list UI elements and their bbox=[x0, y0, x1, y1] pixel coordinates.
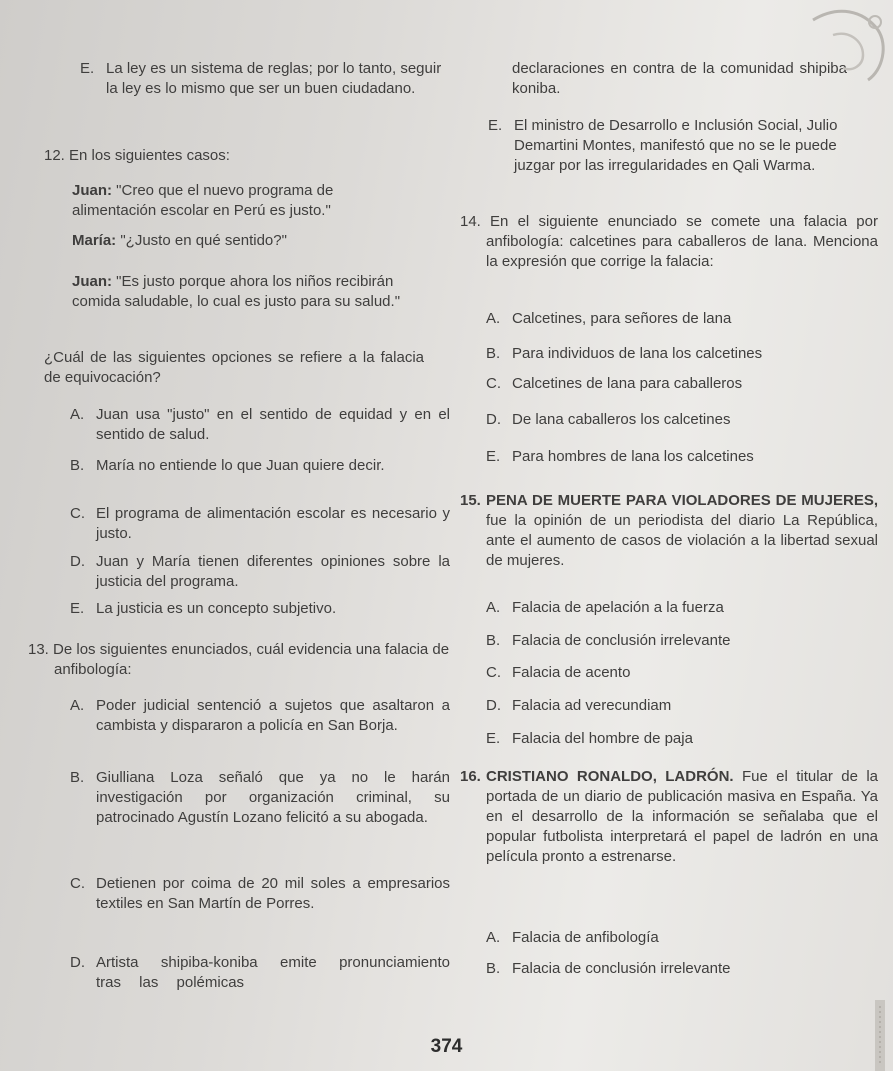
q12-title: 12. En los siguientes casos: bbox=[44, 147, 230, 164]
option-letter: C. bbox=[70, 505, 85, 522]
option-text: Falacia de acento bbox=[512, 664, 631, 681]
option-text: Para hombres de lana los calcetines bbox=[512, 448, 754, 465]
q15-stem bbox=[460, 491, 878, 571]
option-text: Juan usa "justo" en el sentido de equidad y en el sentido de salud. bbox=[96, 406, 450, 443]
q12-juan-line-2 bbox=[72, 272, 412, 312]
option-letter: B. bbox=[486, 345, 501, 362]
speaker-label: Juan: bbox=[72, 182, 113, 199]
q14-option-a bbox=[486, 309, 878, 329]
q13-option-b bbox=[70, 768, 450, 828]
q16-option-a bbox=[486, 928, 878, 948]
dialogue-text: "¿Justo en qué sentido?" bbox=[116, 232, 287, 249]
q16-option-b bbox=[486, 959, 878, 979]
speaker-label: Juan: bbox=[72, 273, 113, 290]
headline-text: PENA DE MUERTE PARA VIOLADORES DE MUJERES, bbox=[486, 492, 878, 509]
dialogue-text: "Es justo porque ahora los niños recibirán comida saludable, lo cual es justo para su salud." bbox=[72, 273, 401, 310]
headline-text: CRISTIANO RONALDO, LADRÓN. bbox=[486, 768, 734, 785]
option-text: Falacia de conclusión irrelevante bbox=[512, 632, 731, 649]
option-letter: A. bbox=[486, 929, 501, 946]
option-letter: A. bbox=[486, 310, 501, 327]
dialogue-text: "Creo que el nuevo programa de alimentación escolar en Perú es justo." bbox=[72, 182, 334, 219]
option-letter: E. bbox=[486, 448, 501, 465]
q12-option-e bbox=[70, 599, 450, 619]
option-text: El programa de alimentación escolar es necesario y justo. bbox=[96, 505, 450, 542]
q13-option-e bbox=[488, 116, 878, 176]
option-letter: A. bbox=[486, 599, 501, 616]
q13-option-d-continuation: declaraciones en contra de la comunidad shipiba-koniba. bbox=[512, 60, 852, 97]
q12-juan-line-1 bbox=[72, 181, 402, 221]
option-text: Calcetines, para señores de lana bbox=[512, 310, 732, 327]
q15-option-b bbox=[486, 631, 878, 651]
option-letter: B. bbox=[70, 769, 85, 786]
option-letter: A. bbox=[70, 697, 85, 714]
option-letter: E. bbox=[80, 60, 95, 77]
option-text: Juan y María tienen diferentes opiniones sobre la justicia del programa. bbox=[96, 553, 450, 590]
option-text: Detienen por coima de 20 mil soles a empresarios textiles en San Martín de Porres. bbox=[96, 875, 450, 912]
q12-option-a bbox=[70, 405, 450, 445]
question-text: Fue el titular de la portada de un diario de publicación masiva en España. Ya en el desarrollo de la información se señalaba que el popular futbolista interpretará el papel de ladrón en una película pronto a estrenarse. bbox=[486, 768, 878, 865]
q14-option-e bbox=[486, 447, 878, 467]
binding-edge bbox=[829, 1000, 889, 1071]
q15-option-c bbox=[486, 663, 878, 683]
q12-option-d bbox=[70, 552, 450, 592]
q11-option-e bbox=[80, 59, 450, 99]
q14-option-d bbox=[486, 410, 878, 430]
option-letter: B. bbox=[70, 457, 85, 474]
option-text: Falacia del hombre de paja bbox=[512, 730, 693, 747]
option-text: La justicia es un concepto subjetivo. bbox=[96, 600, 337, 617]
question-text: fue la opinión de un periodista del diario La República, ante el aumento de casos de violación a la libertad sexual de mujeres. bbox=[486, 512, 878, 569]
question-number: 15. bbox=[460, 492, 481, 509]
q12-option-b bbox=[70, 456, 450, 476]
option-text: Giulliana Loza señaló que ya no le harán investigación por organización criminal, su patrocinado Agustín Lozano felicitó a su abogada. bbox=[96, 769, 450, 826]
option-text: María no entiende lo que Juan quiere decir. bbox=[96, 457, 385, 474]
option-letter: E. bbox=[486, 730, 501, 747]
question-number: 16. bbox=[460, 768, 481, 785]
option-text: El ministro de Desarrollo e Inclusión Social, Julio Demartini Montes, manifestó que no se le puede juzgar por las irregularidades en Qali Warma. bbox=[514, 117, 838, 174]
q14-option-b bbox=[486, 344, 878, 364]
option-text: Falacia ad verecundiam bbox=[512, 697, 672, 714]
q12-question: ¿Cuál de las siguientes opciones se refiere a la falacia de equivocación? bbox=[44, 349, 424, 386]
option-letter: B. bbox=[486, 960, 501, 977]
question-text: 13. De los siguientes enunciados, cuál evidencia una falacia de anfibología: bbox=[28, 641, 450, 678]
option-text: Falacia de conclusión irrelevante bbox=[512, 960, 731, 977]
q15-option-a bbox=[486, 598, 878, 618]
option-text: La ley es un sistema de reglas; por lo tanto, seguir la ley es lo mismo que ser un buen ciudadano. bbox=[106, 60, 442, 97]
option-letter: D. bbox=[486, 411, 501, 428]
q12-maria-line bbox=[72, 231, 412, 251]
q12-option-c bbox=[70, 504, 450, 544]
q13-option-d bbox=[70, 953, 450, 993]
option-letter: B. bbox=[486, 632, 501, 649]
q13-option-c bbox=[70, 874, 450, 914]
option-letter: E. bbox=[70, 600, 85, 617]
option-text: Para individuos de lana los calcetines bbox=[512, 345, 763, 362]
option-letter: C. bbox=[486, 375, 501, 392]
option-letter: C. bbox=[70, 875, 85, 892]
corner-ornament-icon bbox=[783, 0, 893, 110]
option-text: Poder judicial sentenció a sujetos que asaltaron a cambista y dispararon a policía en San Borja. bbox=[96, 697, 450, 734]
speaker-label: María: bbox=[72, 232, 117, 249]
q13-title bbox=[28, 640, 450, 680]
q13-option-a bbox=[70, 696, 450, 736]
option-letter: A. bbox=[70, 406, 85, 423]
option-text: Falacia de anfibología bbox=[512, 929, 659, 946]
option-letter: D. bbox=[486, 697, 501, 714]
q14-title bbox=[460, 212, 878, 272]
option-letter: E. bbox=[488, 117, 503, 134]
q14-option-c bbox=[486, 374, 878, 394]
q15-option-e bbox=[486, 729, 878, 749]
option-text: Falacia de apelación a la fuerza bbox=[512, 599, 724, 616]
option-text: De lana caballeros los calcetines bbox=[512, 411, 731, 428]
q15-option-d bbox=[486, 696, 878, 716]
option-letter: D. bbox=[70, 954, 85, 971]
option-letter: D. bbox=[70, 553, 85, 570]
option-text: Calcetines de lana para caballeros bbox=[512, 375, 743, 392]
q16-stem bbox=[460, 767, 878, 867]
option-letter: C. bbox=[486, 664, 501, 681]
option-text: Artista shipiba-koniba emite pronunciamiento tras las polémicas bbox=[96, 954, 450, 991]
question-text: 14. En el siguiente enunciado se comete una falacia por anfibología: calcetines para caballeros de lana. Menciona la expresión que corrige la falacia: bbox=[460, 213, 878, 270]
page-number: 374 bbox=[430, 1036, 463, 1057]
